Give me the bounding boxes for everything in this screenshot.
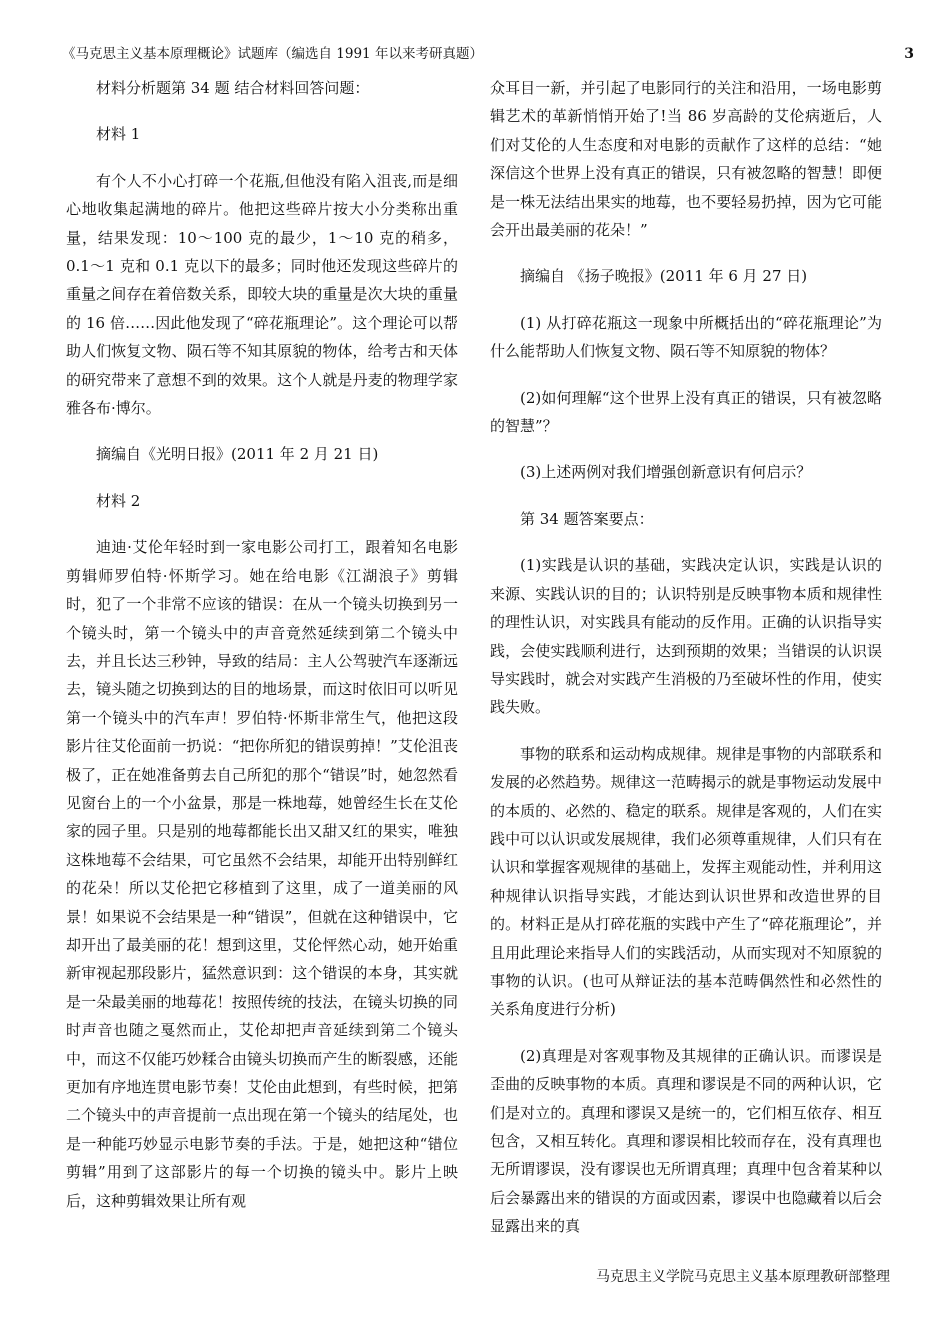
material-2-text: 迪迪·艾伦年轻时到一家电影公司打工，跟着知名电影剪辑师罗伯特·怀斯学习。她在给电影《江湖浪子》剪辑时，犯了一个非常不应该的错误：在从一个镜头切换到另一个镜头时，第一个镜头中的声音竟然延续到第二个镜头中去，并且长达三秒钟，导致的结局：主人公驾驶汽车逐渐远去，镜头随之切换到达的目的地场景，而这时依旧可以听见第一个镜头中的汽车声！罗伯特·怀斯非常生气，他把这段影片往艾伦面前一扔说：“把你所犯的错误剪掉！”艾伦沮丧极了，正在她准备剪去自己所犯的那个“错误”时，她忽然看见窗台上的一个小盆景，那是一株地莓，她曾经生长在艾伦家的园子里。只是别的地莓都能长出又甜又红的果实，唯独这株地莓不会结果，可它虽然不会结果，却能开出特别鲜红的花朵！所以艾伦把它移植到了这里，成了一道美丽的风景！如果说不会结果是一种“错误”，但就在这种错误中，它却开出了最美丽的花！想到这里，艾伦怦然心动，她开始重新审视起那段影片，猛然意识到：这个错误的本身，其实就是一朵最美丽的地莓花！按照传统的技法，在镜头切换的同时声音也随之戛然而止，艾伦却把声音延续到第二个镜头中，而这不仅能巧妙糅合由镜头切换而产生的断裂感，还能更加有序地连贯电影节奏！艾伦由此想到，有些时候，把第二个镜头中的声音提前一点出现在第一个镜头的结尾处，也是一种能巧妙显示电影节奏的手法。于是，她把这种“错位剪辑”用到了这部影片的每一个切换的镜头中。影片上映后，这种剪辑效果让所有观 <box>66 538 458 1210</box>
question-2: (2)如何理解“这个世界上没有真正的错误，只有被忽略的智慧”？ <box>490 388 882 436</box>
right-column <box>490 74 882 1259</box>
header-title: 《马克思主义基本原理概论》试题库（编选自 1991 年以来考研真题） <box>62 46 483 62</box>
material-2-text-continued: 众耳目一新，并引起了电影同行的关注和沿用，一场电影剪辑艺术的革新悄悄开始了!当 86 岁高龄的艾伦病逝后，人们对艾伦的人生态度和对电影的贡献作了这样的总结：“她深信这个世界上没有真正的错误，只有被忽略的智慧！即便是一株无法结出果实的地莓，也不要轻易扔掉，因为它可能会开出最美丽的花朵！” <box>490 79 882 240</box>
material-1-text: 有个人不小心打碎一个花瓶,但他没有陷入沮丧,而是细心地收集起满地的碎片。他把这些碎片按大小分类称出重量，结果发现：10～100 克的最少，1～10 克的稍多，0.1～1 克和 0.1 克以下的最多；同时他还发现这些碎片的重量之间存在着倍数关系，即较大块的重量是次大块的重量的 16 倍……因此他发现了“碎花瓶理论”。这个理论可以帮助人们恢复文物、陨石等不知其原貌的物体，给考古和天体的研究带来了意想不到的效果。这个人就是丹麦的物理学家雅各布·博尔。 <box>66 171 458 418</box>
answer-heading: 第 34 题答案要点： <box>520 509 654 528</box>
material-2-source: 摘编自 《扬子晚报》(2011 年 6 月 27 日) <box>520 267 808 286</box>
answer-1: (1)实践是认识的基础，实践决定认识，实践是认识的来源、实践认识的目的；认识特别是反映事物本质和规律性的理性认识，对实践具有能动的反作用。正确的认识指导实践，会使实践顺利进行，达到预期的效果；当错误的认识误导实践时，就会对实践产生消极的乃至破坏性的作用，使实践失败。 <box>490 556 882 717</box>
question-3: (3)上述两例对我们增强创新意识有何启示？ <box>520 463 812 482</box>
material-1-label: 材料 1 <box>96 125 141 144</box>
question-heading: 材料分析题第 34 题 结合材料回答问题： <box>96 79 370 97</box>
answer-1-laws: 事物的联系和运动构成规律。规律是事物的内部联系和发展的必然趋势。规律这一范畴揭示的就是事物运动发展中的本质的、必然的、稳定的联系。规律是客观的，人们在实践中可以认识或发展规律，我们必须尊重规律，人们只有在认识和掌握客观规律的基础上，发挥主观能动性，并利用这种规律认识指导实践，才能达到认识世界和改造世界的目的。材料正是从打碎花瓶的实践中产生了“碎花瓶理论”，并且用此理论来指导人们的实践活动，从而实现对不知原貌的事物的认识。(也可从辩证法的基本范畴偶然性和必然性的关系角度进行分析) <box>490 744 882 1019</box>
material-1-source: 摘编自《光明日报》(2011 年 2 月 21 日) <box>96 445 379 464</box>
answer-2: (2)真理是对客观事物及其规律的正确认识。而谬误是歪曲的反映事物的本质。真理和谬误是不同的两种认识，它们是对立的。真理和谬误又是统一的，它们相互依存、相互包含，又相互转化。真理和谬误相比较而存在，没有真理也无所谓谬误，没有谬误也无所谓真理；真理中包含着某种以后会暴露出来的错误的方面或因素，谬误中也隐藏着以后会显露出来的真 <box>490 1046 882 1236</box>
page-footer: 马克思主义学院马克思主义基本原理教研部整理 <box>596 1269 890 1285</box>
left-column <box>66 74 458 1233</box>
material-2-label: 材料 2 <box>96 491 141 510</box>
question-1: (1) 从打碎花瓶这一现象中所概括出的“碎花瓶理论”为什么能帮助人们恢复文物、陨石等不知原貌的物体？ <box>490 313 882 361</box>
page-number: 3 <box>904 46 914 62</box>
